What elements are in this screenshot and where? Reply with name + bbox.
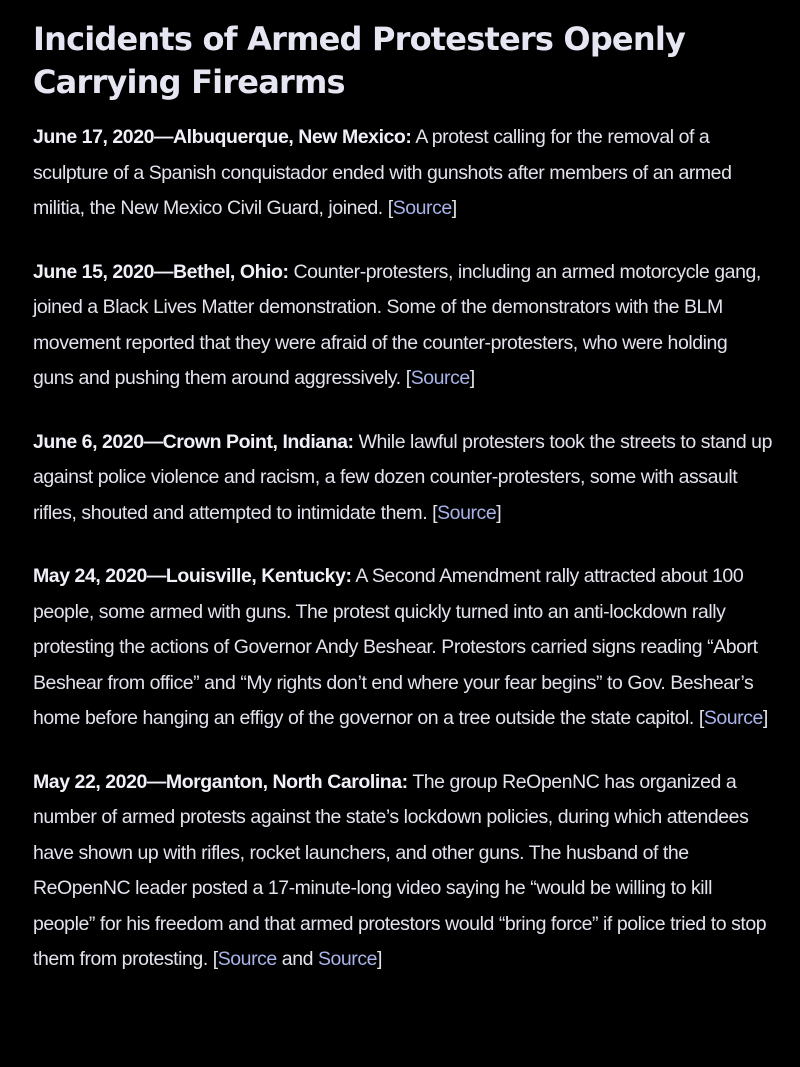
incident-body: While lawful protesters took the streets to stand up against police violence and racism, a few dozen counter-protesters, some with assault rifles, shouted and attempted to intimidate them. — [33, 430, 772, 524]
incident-body: Counter-protesters, including an armed motorcycle gang, joined a Black Lives Matter demonstration. Some of the demonstrators with the BLM movement reported that they were afraid of the counter-protesters, who were holding guns and pushing them around aggressively. — [33, 260, 761, 389]
incident-heading: June 15, 2020—Bethel, Ohio: — [33, 260, 289, 283]
source-link[interactable]: Source — [392, 197, 452, 219]
source-link[interactable]: Source — [410, 367, 470, 389]
incident-body: A protest calling for the removal of a sculpture of a Spanish conquistador ended with gunshots after members of an armed militia, the New Mexico Civil Guard, joined. — [33, 126, 732, 219]
source-link[interactable]: Source — [437, 501, 497, 524]
source-link-2[interactable]: Source — [317, 948, 378, 970]
bracket-close: ] — [469, 367, 475, 389]
incident-morganton — [33, 765, 772, 978]
page-title: Incidents of Armed Protesters Openly Carrying Firearms — [33, 20, 686, 101]
bracket-close: ] — [377, 948, 383, 970]
bracket-close: ] — [451, 197, 457, 219]
bracket-close: ] — [762, 707, 768, 729]
incident-louisville — [33, 559, 772, 737]
incident-heading: May 24, 2020—Louisville, Kentucky: — [33, 565, 352, 587]
source-conjunction: and — [281, 948, 313, 970]
incident-heading: June 6, 2020—Crown Point, Indiana: — [33, 430, 354, 453]
incident-albuquerque — [33, 120, 772, 227]
incident-body: A Second Amendment rally attracted about 100 people, some armed with guns. The protest quickly turned into an anti-lockdown rally protesting the actions of Governor Andy Beshear. Protestors carried signs reading “Abort Beshear from office” and “My rights don’t end where your fear begins” to Gov. Beshear’s home before hanging an effigy of the governor on a tree outside the state capitol. — [33, 565, 758, 729]
incident-bethel — [33, 255, 772, 397]
incident-heading: June 17, 2020—Albuquerque, New Mexico: — [33, 126, 412, 148]
incident-body: The group ReOpenNC has organized a number of armed protests against the state’s lockdown policies, during which attendees have shown up with rifles, rocket launchers, and other guns. The husband of the ReOpenNC leader posted a 17-minute-long video saying he “would be willing to kill people” for his freedom and that armed protestors would “bring force” if police tried to stop them from protesting. — [33, 770, 767, 970]
bracket-open: [ — [212, 948, 218, 970]
incident-heading: May 22, 2020—Morganton, North Carolina: — [33, 770, 408, 793]
bracket-open: [ — [405, 367, 411, 389]
incident-crown-point — [33, 425, 772, 532]
source-link[interactable]: Source — [217, 948, 277, 970]
bracket-open: [ — [387, 197, 393, 219]
source-link[interactable]: Source — [703, 707, 763, 729]
bracket-close: ] — [496, 501, 502, 524]
bracket-open: [ — [432, 501, 438, 524]
bracket-open: [ — [698, 707, 704, 729]
